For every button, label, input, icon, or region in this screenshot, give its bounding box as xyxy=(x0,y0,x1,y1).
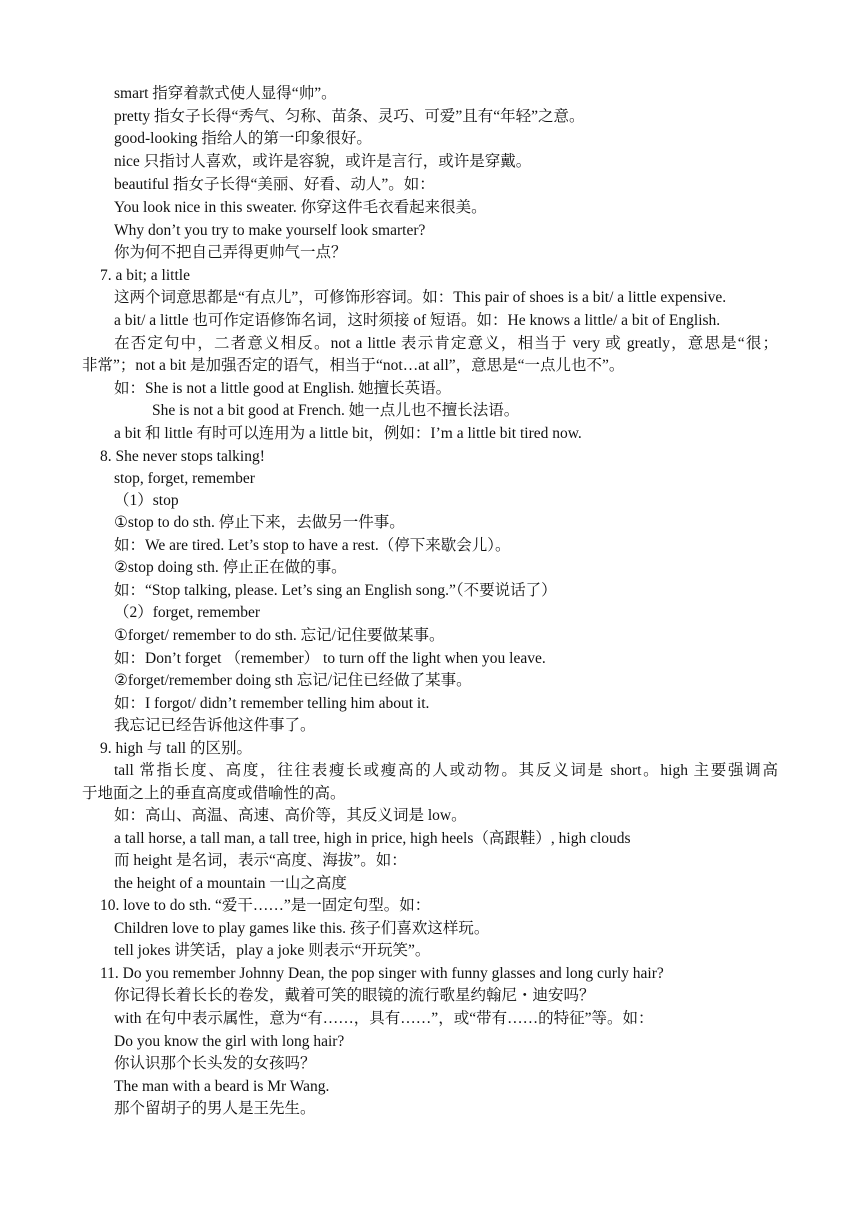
section-heading: 8. She never stops talking! xyxy=(100,448,265,465)
text-line: 你为何不把自己弄得更帅气一点？ xyxy=(114,244,347,261)
section-heading: 11. Do you remember Johnny Dean, the pop singer with funny glasses and long curly hair? xyxy=(100,965,664,982)
text-line: ①forget/ remember to do sth. 忘记/记住要做某事。 xyxy=(114,627,445,644)
text-line: 如：“Stop talking, please. Let’s sing an English song.”（不要说话了） xyxy=(114,582,557,599)
text-line: stop, forget, remember xyxy=(114,470,255,487)
text-line: tell jokes 讲笑话，play a joke 则表示“开玩笑”。 xyxy=(114,942,431,959)
text-line: 那个留胡子的男人是王先生。 xyxy=(114,1100,316,1117)
text-line: the height of a mountain 一山之高度 xyxy=(114,875,347,892)
text-line: nice 只指讨人喜欢，或许是容貌，或许是言行，或许是穿戴。 xyxy=(114,153,532,170)
text-line: ②forget/remember doing sth 忘记/记住已经做了某事。 xyxy=(114,672,472,689)
text-line: Why don’t you try to make yourself look smarter? xyxy=(114,222,426,239)
text-line: You look nice in this sweater. 你穿这件毛衣看起来很美。 xyxy=(114,199,487,216)
text-line: 你记得长着长长的卷发，戴着可笑的眼镜的流行歌星约翰尼・迪安吗？ xyxy=(114,987,595,1004)
section-heading: 7. a bit; a little xyxy=(100,267,190,284)
text-line: pretty 指女子长得“秀气、匀称、苗条、灵巧、可爱”且有“年轻”之意。 xyxy=(114,108,585,125)
text-line: 而 height 是名词，表示“高度、海拔”。如： xyxy=(114,852,407,869)
text-line: Children love to play games like this. 孩子们喜欢这样玩。 xyxy=(114,920,490,937)
text-line: （2）forget, remember xyxy=(114,604,261,621)
text-line: ①stop to do sth. 停止下来，去做另一件事。 xyxy=(114,514,405,531)
text-line: tall 常指长度、高度，往往表瘦长或瘦高的人或动物。其反义词是 short。high 主要强调高 xyxy=(114,762,778,779)
text-line: ②stop doing sth. 停止正在做的事。 xyxy=(114,559,347,576)
text-line: smart 指穿着款式使人显得“帅”。 xyxy=(114,85,337,102)
section-heading: 9. high 与 tall 的区别。 xyxy=(100,740,252,757)
text-line: with 在句中表示属性，意为“有……，具有……”，或“带有……的特征”等。如： xyxy=(114,1010,654,1027)
text-line: beautiful 指女子长得“美丽、好看、动人”。如： xyxy=(114,176,435,193)
text-line: Do you know the girl with long hair? xyxy=(114,1033,345,1050)
text-line: 如：高山、高温、高速、高价等，其反义词是 low。 xyxy=(114,807,467,824)
text-line: a tall horse, a tall man, a tall tree, high in price, high heels（高跟鞋）, high clouds xyxy=(114,830,631,847)
text-line: 在否定句中，二者意义相反。not a little 表示肯定意义，相当于 very 或 greatly，意思是“很； xyxy=(114,335,778,352)
text-line: 如：We are tired. Let’s stop to have a rest.（停下来歇会儿）。 xyxy=(114,537,511,554)
text-line: The man with a beard is Mr Wang. xyxy=(114,1078,330,1095)
text-line: good-looking 指给人的第一印象很好。 xyxy=(114,130,372,147)
section-heading: 10. love to do sth. “爱干……”是一固定句型。如： xyxy=(100,897,431,914)
text-line: a bit 和 little 有时可以连用为 a little bit，例如：I’m a little bit tired now. xyxy=(114,425,582,442)
text-line: 你认识那个长头发的女孩吗？ xyxy=(114,1055,316,1072)
text-line: （1）stop xyxy=(114,492,179,509)
text-line: 如：She is not a little good at English. 她擅长英语。 xyxy=(114,380,452,397)
text-line: 如：Don’t forget （remember） to turn off the light when you leave. xyxy=(114,650,546,667)
text-line: She is not a bit good at French. 她一点儿也不擅长法语。 xyxy=(152,402,520,419)
text-line: 这两个词意思都是“有点儿”，可修饰形容词。如：This pair of shoes is a bit/ a little expensive. xyxy=(114,289,727,306)
text-line: 我忘记已经告诉他这件事了。 xyxy=(114,717,316,734)
text-line: 如：I forgot/ didn’t remember telling him about it. xyxy=(114,695,430,712)
text-line: 于地面之上的垂直高度或借喻性的高。 xyxy=(82,785,346,802)
text-line: a bit/ a little 也可作定语修饰名词，这时须接 of 短语。如：He knows a little/ a bit of English. xyxy=(114,312,721,329)
text-line: 非常”；not a bit 是加强否定的语气，相当于“not…at all”，意思是“一点儿也不”。 xyxy=(82,357,625,374)
